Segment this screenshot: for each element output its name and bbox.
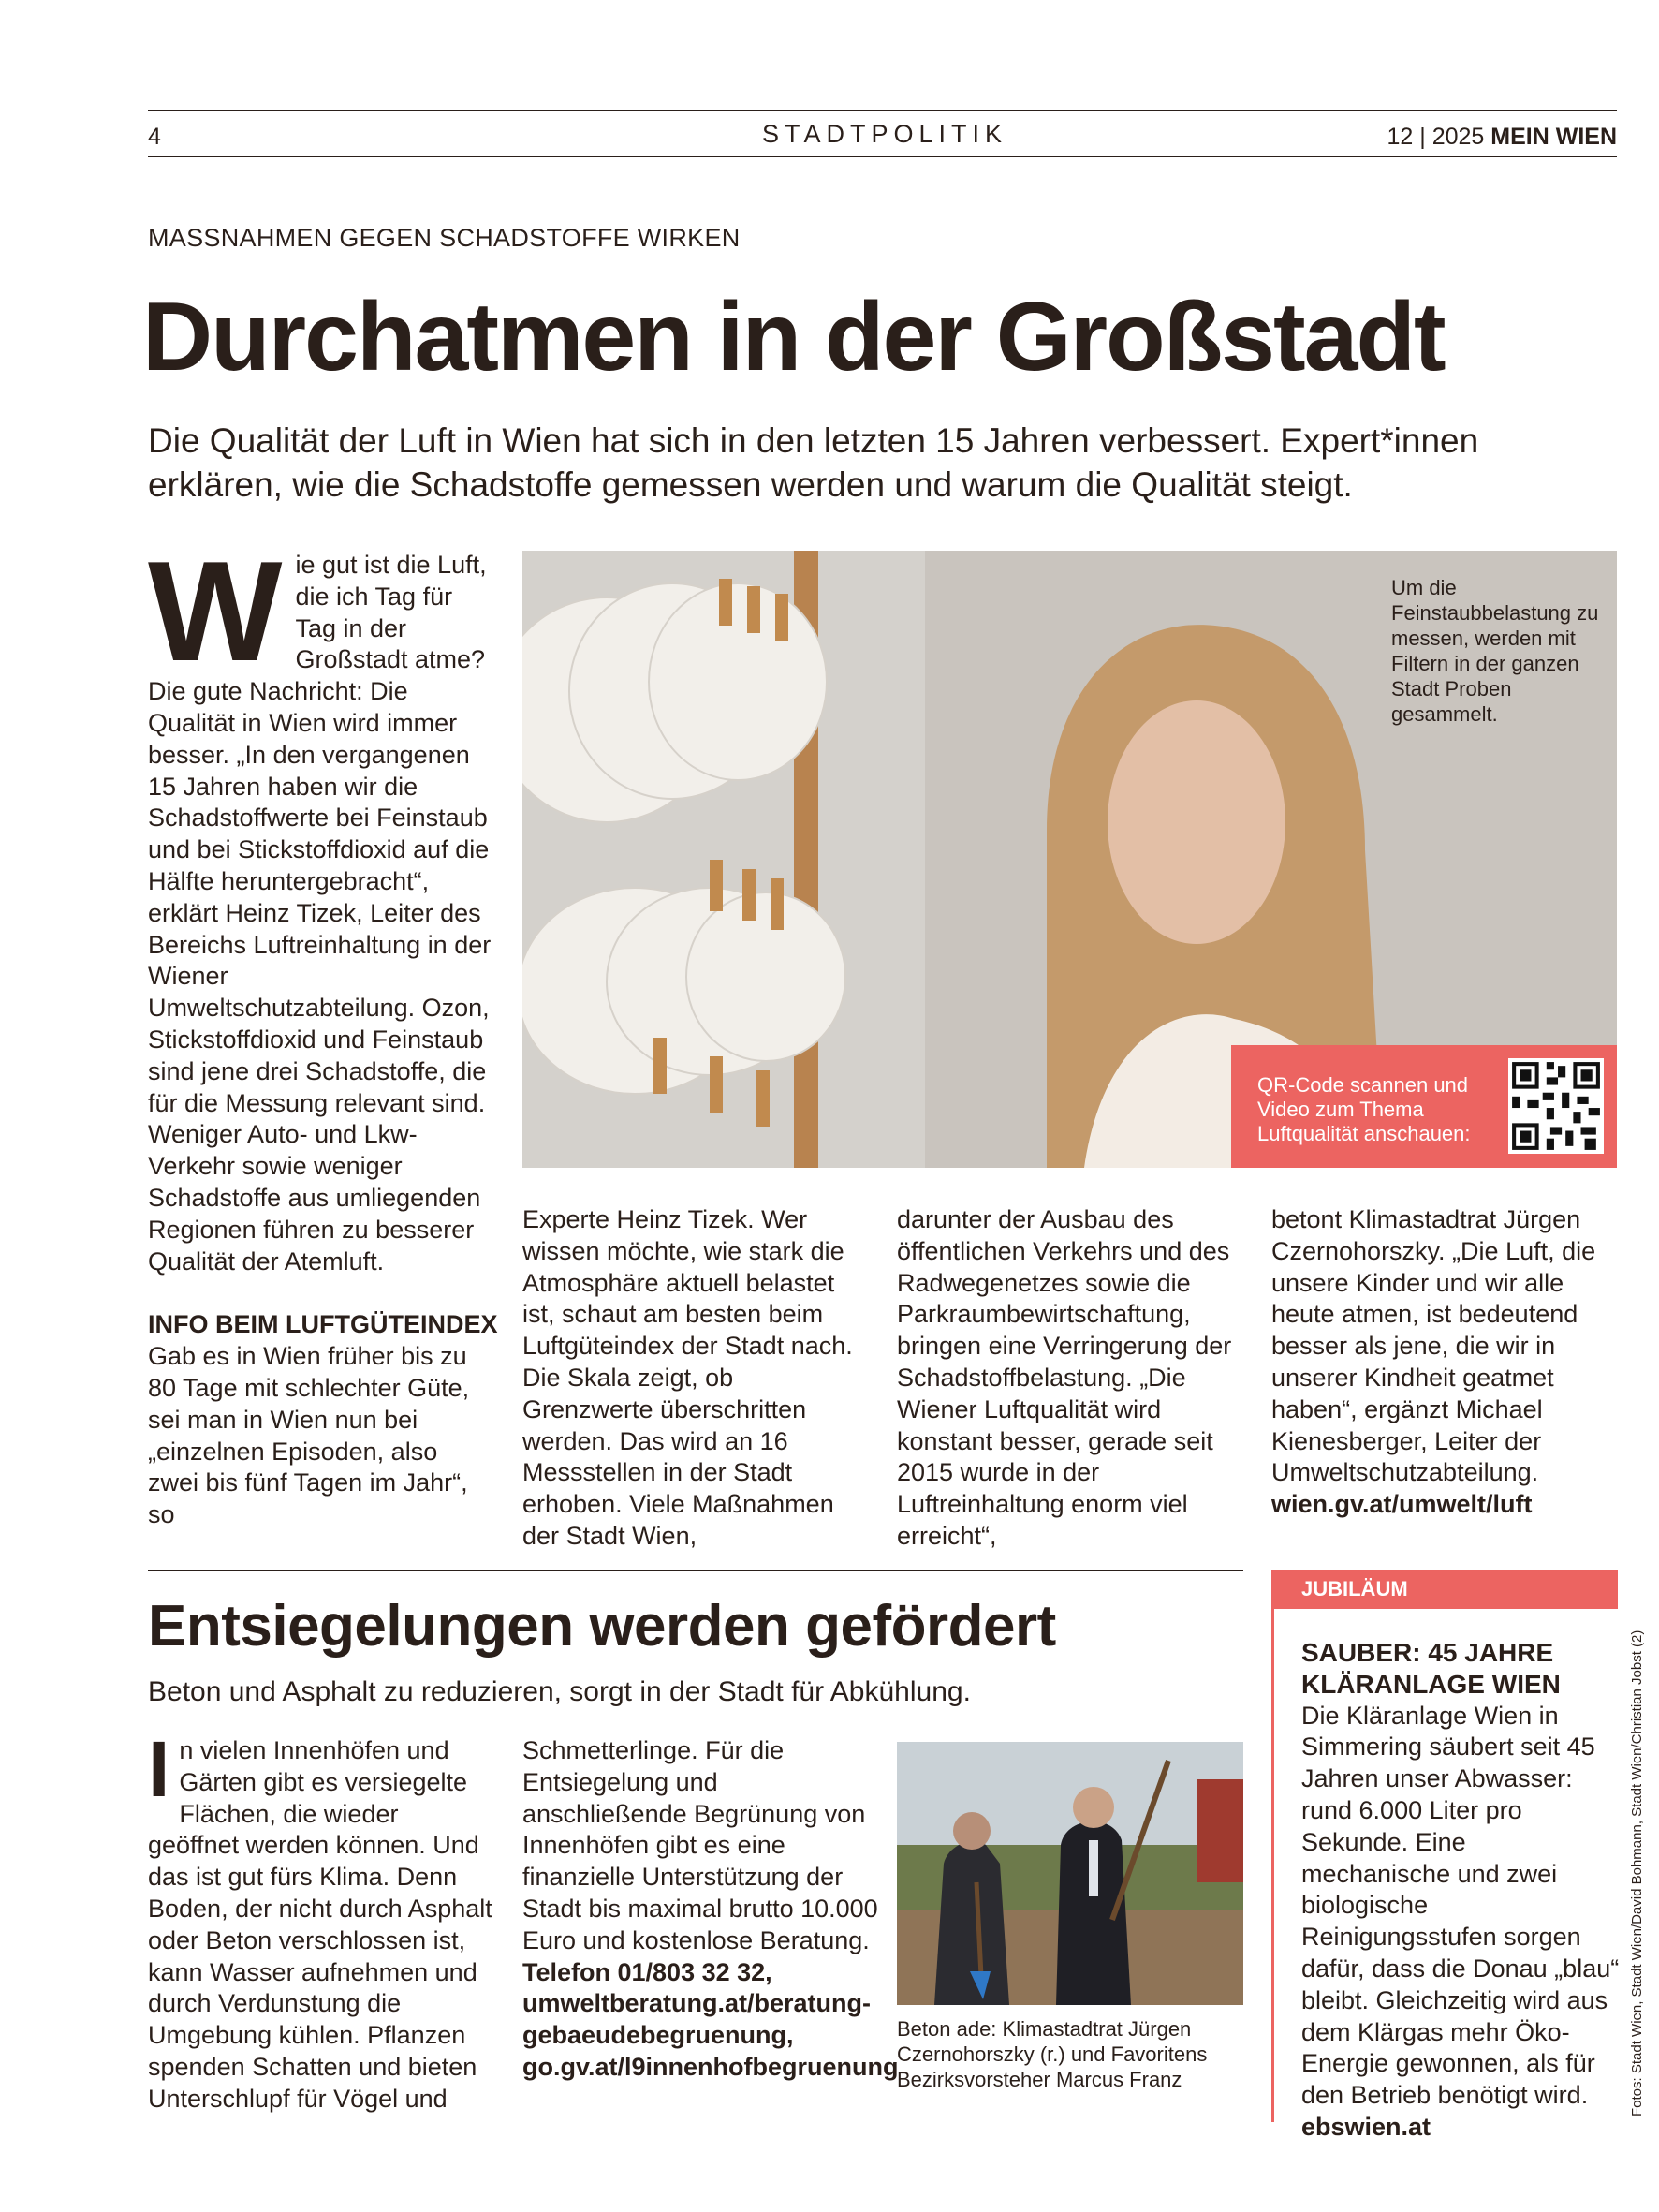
- article2-photo-caption: Beton ade: Klimastadtrat Jürgen Czernohorszky (r.) und Favoritens Bezirksvorsteher Marcus Franz: [897, 2017, 1208, 2091]
- lead-line-1: Die Qualität der Luft in Wien hat sich in den letzten 15 Jahren verbessert. Expert*innen: [148, 421, 1479, 460]
- column-1-intro: ie gut ist die Luft, die ich Tag für Tag in der Großstadt atme? Die gute Nachricht: Die Qualität in Wien wird immer besser. „In den vergangenen 15 Jahren haben wir die Schadstoffwerte bei Feinstaub und bei Stickstoffdioxid auf die Hälfte heruntergebracht“, erklärt Heinz Tizek, Leiter des Bereichs Luftreinhaltung in der Wiener Umweltschutzabteilung. Ozon, Stickstoffdioxid und Feinstaub sind jene drei Schadstoffe, die für die Messung relevant sind. Weniger Auto- und Lkw-Verkehr sowie weniger Schadstoffe aus umliegenden Regionen führen zu besserer Qualität der Atemluft.: [148, 551, 492, 1276]
- article-lead: [148, 419, 1627, 507]
- qr-text: QR-Code scannen und Video zum Thema Luftqualität anschauen:: [1257, 1073, 1471, 1145]
- article-link[interactable]: wien.gv.at/umwelt/luft: [1271, 1490, 1533, 1519]
- column-1-after-subhead: Gab es in Wien früher bis zu 80 Tage mit schlechter Güte, sei man in Wien nun bei „einzelnen Episoden, also zwei bis fünf Tagen im Jahr“, so: [148, 1342, 470, 1529]
- jubilee-title: SAUBER: 45 JAHRE KLÄRANLAGE WIEN: [1301, 1638, 1561, 1699]
- jubilee-box: [1271, 1570, 1620, 2141]
- page-number: 4: [148, 124, 161, 150]
- article-column-4: [1271, 1204, 1618, 1521]
- section-label: STADTPOLITIK: [761, 120, 1008, 148]
- article-kicker: MASSNAHMEN GEGEN SCHADSTOFFE WIRKEN: [148, 224, 741, 252]
- jubilee-content: [1301, 1637, 1620, 2144]
- main-photo: [522, 551, 1617, 1168]
- dropcap-w: W: [148, 532, 283, 691]
- jubilee-text: Die Kläranlage Wien in Simmering säubert seit 45 Jahren unser Abwasser: rund 6.000 Liter pro Sekunde. Eine mechanische und zwei biologische Reinigungsstufen sorgen dafür, dass die Donau „blau“ bleibt. Gleichzeitig wird aus dem Klärgas mehr Öko-Energie gewonnen, als für den Betrieb benötigt wird.: [1301, 1701, 1620, 2110]
- article2-column-2: [522, 1735, 899, 2084]
- article2-column-2-text: Schmetterlinge. Für die Entsiegelung und anschließende Begrünung von Innenhöfen gibt es eine finanzielle Unterstützung der Stadt bis maximal brutto 10.000 Euro und kostenlose Beratung.: [522, 1736, 878, 1954]
- dropcap-i: I: [148, 1725, 170, 1813]
- article-column-1: [148, 532, 498, 1531]
- article2-lead: Beton und Asphalt zu reduzieren, sorgt in der Stadt für Abkühlung.: [148, 1676, 971, 1707]
- contact-phone[interactable]: Telefon 01/803 32 32,: [522, 1957, 772, 1986]
- issue-date: 12 | 2025: [1387, 124, 1485, 150]
- article-column-3: darunter der Ausbau des öffentlichen Verkehrs und des Radwegenetzes sowie die Parkraumbewirtschaftung, bringen eine Verringerung der Schadstoffbelastung. „Die Wiener Luftqualität wird konstant besser, gerade seit 2015 wurde in der Luftreinhaltung enorm viel erreicht“,: [897, 1205, 1232, 1550]
- article2-photo: [897, 1742, 1243, 2005]
- groundbreaking-illustration: [897, 1742, 1243, 2005]
- article2-column-1-text: n vielen Innenhöfen und Gärten gibt es versiegelte Flächen, die wieder geöffnet werden können. Und das ist gut fürs Klima. Denn Boden, der nicht durch Asphalt oder Beton verschlossen ist, kann Wasser aufnehmen und durch Verdunstung die Umgebung kühlen. Pflanzen spenden Schatten und bieten Unterschlupf für Vögel und: [148, 1736, 492, 2113]
- column-4-text: betont Klimastadtrat Jürgen Czernohorszky. „Die Luft, die unsere Kinder und wir alle heute atmen, ist bedeutend besser als jene, die wir in unserer Kindheit geatmet haben“, ergänzt Michael Kienesberger, Leiter der Umweltschutzabteilung.: [1271, 1205, 1596, 1487]
- lead-line-2: erklären, wie die Schadstoffe gemessen werden und warum die Qualität steigt.: [148, 465, 1353, 504]
- header-bottom-rule: [148, 156, 1617, 157]
- jubilee-box-left-border: [1271, 1609, 1274, 2122]
- qr-code-icon[interactable]: [1508, 1058, 1604, 1154]
- contact-link-go-gv[interactable]: go.gv.at/l9innenhofbegruenung: [522, 2052, 899, 2081]
- info-subhead: INFO BEIM LUFTGÜTEINDEX: [148, 1310, 498, 1339]
- header-top-rule: [148, 110, 1617, 111]
- photo-caption: Um die Feinstaubbelastung zu messen, werden mit Filtern in der ganzen Stadt Proben gesammelt.: [1391, 576, 1599, 726]
- contact-link-umweltberatung[interactable]: umweltberatung.at/beratung-gebaeudebegruenung,: [522, 1989, 872, 2050]
- article2-column-1: [148, 1725, 494, 2116]
- jubilee-tag: JUBILÄUM: [1271, 1570, 1618, 1609]
- photo-credit: Fotos: Stadt Wien, Stadt Wien/David Bohmann, Stadt Wien/Christian Jobst (2): [1629, 1630, 1645, 2116]
- jubilee-link[interactable]: ebswien.at: [1301, 2112, 1431, 2141]
- issue-info: [1387, 123, 1617, 151]
- article-headline: Durchatmen in der Großstadt: [142, 283, 1445, 391]
- section-divider: [148, 1570, 1243, 1571]
- publication-name: MEIN WIEN: [1490, 124, 1617, 150]
- article-column-2: Experte Heinz Tizek. Wer wissen möchte, wie stark die Atmosphäre aktuell belastet ist, schaut am besten beim Luftgüteindex der Stadt nach. Die Skala zeigt, ob Grenzwerte überschritten werden. Das wird an 16 Messstellen in der Stadt erhoben. Viele Maßnahmen der Stadt Wien,: [522, 1205, 853, 1550]
- qr-box: [1231, 1045, 1617, 1168]
- article2-headline: Entsiegelungen werden gefördert: [148, 1594, 1056, 1659]
